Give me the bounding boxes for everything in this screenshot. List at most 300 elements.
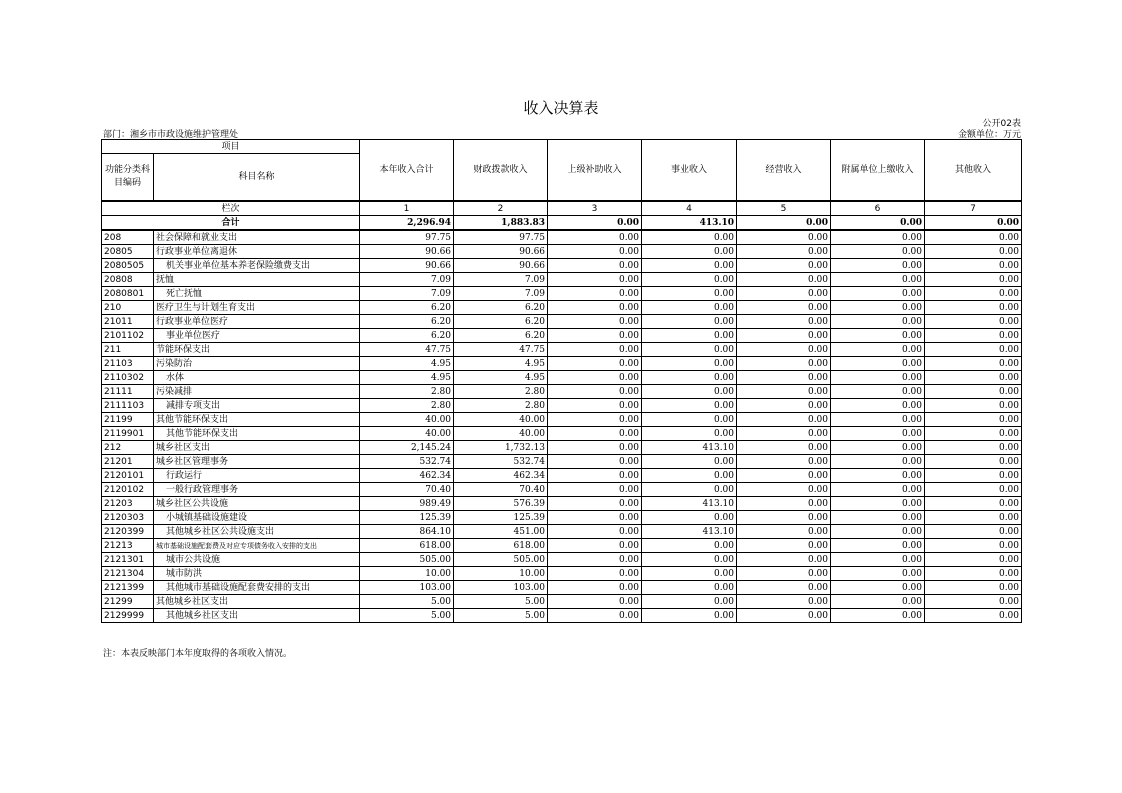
row-value: 0.00 — [548, 483, 642, 497]
row-value: 0.00 — [831, 343, 925, 357]
row-value: 0.00 — [737, 343, 831, 357]
row-value: 0.00 — [925, 413, 1022, 427]
row-value: 0.00 — [925, 441, 1022, 455]
row-value: 7.09 — [454, 273, 548, 287]
header-business: 事业收入 — [642, 140, 737, 202]
row-name: 行政事业单位离退休 — [154, 245, 360, 259]
row-value: 0.00 — [737, 245, 831, 259]
row-value: 0.00 — [925, 371, 1022, 385]
row-value: 989.49 — [360, 497, 454, 511]
row-value: 0.00 — [925, 245, 1022, 259]
row-code: 2121304 — [102, 567, 154, 581]
row-value: 2.80 — [360, 385, 454, 399]
row-value: 0.00 — [831, 245, 925, 259]
row-value: 0.00 — [737, 273, 831, 287]
row-value: 0.00 — [831, 581, 925, 595]
row-value: 0.00 — [925, 525, 1022, 539]
table-row — [102, 230, 1022, 245]
row-name: 污染减排 — [154, 385, 360, 399]
row-code: 21213 — [102, 539, 154, 553]
row-code: 2101102 — [102, 329, 154, 343]
row-value: 0.00 — [925, 497, 1022, 511]
table-row — [102, 259, 1022, 273]
row-value: 0.00 — [548, 301, 642, 315]
row-code: 2080505 — [102, 259, 154, 273]
row-value: 0.00 — [925, 511, 1022, 525]
row-value: 0.00 — [642, 455, 737, 469]
row-value: 0.00 — [548, 455, 642, 469]
row-value: 0.00 — [831, 329, 925, 343]
row-value: 0.00 — [831, 455, 925, 469]
row-value: 0.00 — [737, 511, 831, 525]
row-value: 0.00 — [642, 287, 737, 301]
row-value: 0.00 — [831, 525, 925, 539]
row-value: 451.00 — [454, 525, 548, 539]
table-row — [102, 245, 1022, 259]
col-number: 3 — [548, 201, 642, 216]
row-value: 90.66 — [360, 245, 454, 259]
row-value: 0.00 — [831, 315, 925, 329]
row-value: 125.39 — [454, 511, 548, 525]
row-value: 4.95 — [360, 357, 454, 371]
row-value: 0.00 — [642, 413, 737, 427]
row-value: 618.00 — [454, 539, 548, 553]
row-value: 0.00 — [925, 357, 1022, 371]
row-value: 70.40 — [360, 483, 454, 497]
row-name: 城乡社区支出 — [154, 441, 360, 455]
row-value: 532.74 — [454, 455, 548, 469]
row-value: 0.00 — [737, 230, 831, 245]
row-code: 21299 — [102, 595, 154, 609]
row-code: 208 — [102, 230, 154, 245]
table-row — [102, 441, 1022, 455]
row-name: 其他节能环保支出 — [154, 413, 360, 427]
row-value: 462.34 — [360, 469, 454, 483]
row-name: 其他城乡社区支出 — [154, 609, 360, 623]
table-row — [102, 539, 1022, 553]
col-number: 1 — [360, 201, 454, 216]
row-value: 0.00 — [548, 581, 642, 595]
row-value: 0.00 — [737, 553, 831, 567]
row-name: 抚恤 — [154, 273, 360, 287]
table-row — [102, 609, 1022, 623]
row-value: 0.00 — [737, 385, 831, 399]
row-value: 0.00 — [737, 287, 831, 301]
row-value: 0.00 — [925, 287, 1022, 301]
department-label: 部门：湘乡市市政设施维护管理处 — [103, 130, 239, 140]
row-name: 一般行政管理事务 — [154, 483, 360, 497]
row-code: 20808 — [102, 273, 154, 287]
row-value: 0.00 — [642, 511, 737, 525]
row-value: 0.00 — [925, 343, 1022, 357]
row-value: 0.00 — [831, 609, 925, 623]
row-name: 行政事业单位医疗 — [154, 315, 360, 329]
row-name: 小城镇基础设施建设 — [154, 511, 360, 525]
row-name: 城乡社区公共设施 — [154, 497, 360, 511]
row-value: 7.09 — [360, 287, 454, 301]
row-value: 90.66 — [454, 259, 548, 273]
row-value: 0.00 — [925, 273, 1022, 287]
row-value: 2.80 — [454, 399, 548, 413]
row-value: 0.00 — [642, 343, 737, 357]
row-code: 21011 — [102, 315, 154, 329]
row-value: 0.00 — [737, 371, 831, 385]
row-value: 0.00 — [737, 609, 831, 623]
row-value: 0.00 — [642, 357, 737, 371]
row-value: 0.00 — [831, 553, 925, 567]
row-value: 0.00 — [737, 399, 831, 413]
table-row — [102, 399, 1022, 413]
col-number: 7 — [925, 201, 1022, 216]
row-code: 21203 — [102, 497, 154, 511]
row-value: 0.00 — [642, 329, 737, 343]
row-value: 0.00 — [737, 497, 831, 511]
row-value: 0.00 — [548, 357, 642, 371]
table-row — [102, 427, 1022, 441]
summary-value: 413.10 — [642, 216, 737, 231]
table-row — [102, 595, 1022, 609]
amount-unit-label: 金额单位：万元 — [957, 130, 1021, 140]
row-value: 6.20 — [454, 301, 548, 315]
row-name: 医疗卫生与计划生育支出 — [154, 301, 360, 315]
row-value: 0.00 — [642, 567, 737, 581]
row-value: 0.00 — [548, 371, 642, 385]
table-row — [102, 567, 1022, 581]
summary-value: 2,296.94 — [360, 216, 454, 231]
row-value: 2.80 — [360, 399, 454, 413]
row-value: 462.34 — [454, 469, 548, 483]
header-total: 本年收入合计 — [360, 140, 454, 202]
row-value: 0.00 — [737, 329, 831, 343]
table-row — [102, 287, 1022, 301]
row-code: 21199 — [102, 413, 154, 427]
row-value: 532.74 — [360, 455, 454, 469]
row-value: 864.10 — [360, 525, 454, 539]
row-value: 0.00 — [642, 273, 737, 287]
row-value: 0.00 — [831, 399, 925, 413]
summary-label: 合计 — [102, 216, 360, 231]
row-value: 0.00 — [737, 301, 831, 315]
row-name: 死亡抚恤 — [154, 287, 360, 301]
row-value: 40.00 — [454, 427, 548, 441]
row-value: 0.00 — [737, 567, 831, 581]
row-value: 0.00 — [831, 595, 925, 609]
row-value: 413.10 — [642, 525, 737, 539]
row-value: 0.00 — [548, 329, 642, 343]
row-value: 0.00 — [925, 230, 1022, 245]
row-name: 其他城市基础设施配套费安排的支出 — [154, 581, 360, 595]
row-value: 10.00 — [360, 567, 454, 581]
row-value: 70.40 — [454, 483, 548, 497]
row-value: 0.00 — [548, 259, 642, 273]
row-value: 6.20 — [360, 301, 454, 315]
table-row — [102, 329, 1022, 343]
table-row — [102, 357, 1022, 371]
row-value: 0.00 — [831, 273, 925, 287]
row-code: 2120102 — [102, 483, 154, 497]
row-value: 0.00 — [925, 539, 1022, 553]
row-value: 7.09 — [454, 287, 548, 301]
row-name: 其他城乡社区公共设施支出 — [154, 525, 360, 539]
row-value: 5.00 — [454, 595, 548, 609]
row-value: 0.00 — [642, 245, 737, 259]
row-value: 0.00 — [548, 497, 642, 511]
row-value: 0.00 — [925, 581, 1022, 595]
row-value: 0.00 — [831, 371, 925, 385]
table-row — [102, 581, 1022, 595]
row-name: 事业单位医疗 — [154, 329, 360, 343]
row-value: 0.00 — [737, 427, 831, 441]
row-value: 0.00 — [925, 329, 1022, 343]
row-value: 0.00 — [925, 469, 1022, 483]
row-value: 0.00 — [831, 511, 925, 525]
row-name: 社会保障和就业支出 — [154, 230, 360, 245]
row-value: 0.00 — [737, 581, 831, 595]
table-row — [102, 469, 1022, 483]
row-value: 0.00 — [925, 553, 1022, 567]
row-value: 0.00 — [642, 427, 737, 441]
table-row — [102, 553, 1022, 567]
row-code: 212 — [102, 441, 154, 455]
row-value: 0.00 — [737, 357, 831, 371]
row-value: 505.00 — [360, 553, 454, 567]
header-operating: 经营收入 — [737, 140, 831, 202]
row-value: 0.00 — [548, 245, 642, 259]
row-value: 0.00 — [642, 259, 737, 273]
row-value: 0.00 — [831, 483, 925, 497]
row-value: 0.00 — [737, 539, 831, 553]
row-value: 103.00 — [360, 581, 454, 595]
row-value: 0.00 — [642, 315, 737, 329]
row-value: 5.00 — [360, 595, 454, 609]
row-code: 211 — [102, 343, 154, 357]
row-value: 125.39 — [360, 511, 454, 525]
table-row — [102, 273, 1022, 287]
row-value: 0.00 — [548, 595, 642, 609]
form-number: 公开02表 — [982, 119, 1021, 129]
row-name: 城市基础设施配套费及对应专项债务收入安排的支出 — [154, 539, 360, 553]
row-name: 节能环保支出 — [154, 343, 360, 357]
row-value: 0.00 — [737, 483, 831, 497]
summary-value: 0.00 — [548, 216, 642, 231]
row-value: 0.00 — [737, 595, 831, 609]
row-value: 97.75 — [454, 230, 548, 245]
row-value: 0.00 — [642, 399, 737, 413]
row-value: 0.00 — [548, 413, 642, 427]
table-row — [102, 371, 1022, 385]
row-name: 减排专项支出 — [154, 399, 360, 413]
row-value: 0.00 — [548, 553, 642, 567]
row-index-label: 栏次 — [102, 201, 360, 216]
page-title: 收入决算表 — [523, 99, 599, 117]
row-value: 0.00 — [642, 385, 737, 399]
row-value: 0.00 — [831, 497, 925, 511]
row-value: 0.00 — [737, 441, 831, 455]
row-value: 7.09 — [360, 273, 454, 287]
row-value: 0.00 — [925, 301, 1022, 315]
row-value: 0.00 — [925, 483, 1022, 497]
row-value: 90.66 — [360, 259, 454, 273]
row-value: 0.00 — [642, 553, 737, 567]
row-value: 0.00 — [548, 399, 642, 413]
row-value: 0.00 — [642, 301, 737, 315]
row-value: 6.20 — [454, 315, 548, 329]
row-value: 0.00 — [925, 259, 1022, 273]
row-value: 0.00 — [642, 609, 737, 623]
row-code: 21201 — [102, 455, 154, 469]
row-value: 97.75 — [360, 230, 454, 245]
row-value: 0.00 — [642, 483, 737, 497]
row-name: 城市公共设施 — [154, 553, 360, 567]
row-value: 0.00 — [925, 399, 1022, 413]
row-value: 6.20 — [360, 315, 454, 329]
row-value: 0.00 — [831, 427, 925, 441]
row-value: 103.00 — [454, 581, 548, 595]
row-value: 0.00 — [925, 427, 1022, 441]
row-value: 0.00 — [925, 315, 1022, 329]
col-number: 4 — [642, 201, 737, 216]
row-value: 576.39 — [454, 497, 548, 511]
row-value: 0.00 — [925, 455, 1022, 469]
row-value: 0.00 — [925, 609, 1022, 623]
row-name: 其他节能环保支出 — [154, 427, 360, 441]
row-value: 40.00 — [360, 413, 454, 427]
row-value: 0.00 — [737, 455, 831, 469]
row-value: 4.95 — [454, 371, 548, 385]
row-code: 2121399 — [102, 581, 154, 595]
row-value: 505.00 — [454, 553, 548, 567]
row-value: 413.10 — [642, 497, 737, 511]
row-value: 0.00 — [642, 539, 737, 553]
row-name: 城乡社区管理事务 — [154, 455, 360, 469]
row-value: 0.00 — [548, 427, 642, 441]
row-value: 0.00 — [831, 357, 925, 371]
row-value: 0.00 — [548, 511, 642, 525]
row-value: 0.00 — [831, 230, 925, 245]
row-value: 0.00 — [831, 441, 925, 455]
row-name: 机关事业单位基本养老保险缴费支出 — [154, 259, 360, 273]
row-value: 0.00 — [548, 609, 642, 623]
row-value: 0.00 — [548, 567, 642, 581]
summary-value: 0.00 — [925, 216, 1022, 231]
row-value: 0.00 — [831, 567, 925, 581]
row-value: 0.00 — [925, 385, 1022, 399]
row-value: 0.00 — [548, 343, 642, 357]
row-code: 2111103 — [102, 399, 154, 413]
row-code: 21111 — [102, 385, 154, 399]
row-value: 0.00 — [737, 469, 831, 483]
row-value: 0.00 — [831, 287, 925, 301]
footnote: 注：本表反映部门本年度取得的各项收入情况。 — [103, 649, 293, 659]
row-value: 0.00 — [831, 385, 925, 399]
row-code: 2120101 — [102, 469, 154, 483]
table-row — [102, 343, 1022, 357]
row-code: 2110302 — [102, 371, 154, 385]
row-value: 0.00 — [737, 259, 831, 273]
row-code: 2119901 — [102, 427, 154, 441]
row-value: 0.00 — [548, 469, 642, 483]
row-value: 0.00 — [548, 287, 642, 301]
row-value: 0.00 — [642, 230, 737, 245]
table-row — [102, 483, 1022, 497]
row-value: 0.00 — [831, 413, 925, 427]
header-other: 其他收入 — [925, 140, 1022, 202]
row-code: 210 — [102, 301, 154, 315]
row-value: 5.00 — [360, 609, 454, 623]
row-value: 0.00 — [548, 315, 642, 329]
header-superior: 上级补助收入 — [548, 140, 642, 202]
row-code: 2129999 — [102, 609, 154, 623]
row-value: 1,732.13 — [454, 441, 548, 455]
table-row — [102, 455, 1022, 469]
row-name: 其他城乡社区支出 — [154, 595, 360, 609]
row-value: 40.00 — [454, 413, 548, 427]
table-row — [102, 497, 1022, 511]
row-value: 5.00 — [454, 609, 548, 623]
row-code: 2080801 — [102, 287, 154, 301]
row-value: 4.95 — [454, 357, 548, 371]
table-row — [102, 511, 1022, 525]
summary-value: 0.00 — [737, 216, 831, 231]
row-code: 21103 — [102, 357, 154, 371]
row-value: 0.00 — [831, 469, 925, 483]
header-fiscal: 财政拨款收入 — [454, 140, 548, 202]
row-value: 0.00 — [642, 581, 737, 595]
row-value: 0.00 — [642, 371, 737, 385]
row-value: 47.75 — [454, 343, 548, 357]
row-value: 618.00 — [360, 539, 454, 553]
col-number: 5 — [737, 201, 831, 216]
row-code: 2121301 — [102, 553, 154, 567]
header-name: 科目名称 — [154, 154, 360, 202]
row-value: 0.00 — [642, 469, 737, 483]
row-value: 47.75 — [360, 343, 454, 357]
income-table — [101, 139, 1022, 623]
col-number: 2 — [454, 201, 548, 216]
row-value: 0.00 — [737, 525, 831, 539]
row-value: 40.00 — [360, 427, 454, 441]
row-value: 2.80 — [454, 385, 548, 399]
summary-value: 0.00 — [831, 216, 925, 231]
row-code: 20805 — [102, 245, 154, 259]
row-code: 2120399 — [102, 525, 154, 539]
table-row — [102, 385, 1022, 399]
row-value: 0.00 — [548, 525, 642, 539]
row-value: 0.00 — [548, 273, 642, 287]
row-value: 4.95 — [360, 371, 454, 385]
header-affiliated: 附属单位上缴收入 — [831, 140, 925, 202]
header-item: 项目 — [102, 140, 360, 154]
row-value: 0.00 — [548, 230, 642, 245]
row-value: 0.00 — [925, 595, 1022, 609]
row-value: 90.66 — [454, 245, 548, 259]
header-code: 功能分类科目编码 — [102, 154, 154, 202]
row-value: 6.20 — [454, 329, 548, 343]
col-number: 6 — [831, 201, 925, 216]
table-row — [102, 315, 1022, 329]
row-name: 污染防治 — [154, 357, 360, 371]
row-value: 0.00 — [737, 413, 831, 427]
row-value: 0.00 — [548, 441, 642, 455]
row-value: 6.20 — [360, 329, 454, 343]
row-value: 2,145.24 — [360, 441, 454, 455]
row-value: 413.10 — [642, 441, 737, 455]
row-value: 0.00 — [925, 567, 1022, 581]
row-value: 0.00 — [831, 539, 925, 553]
table-row — [102, 301, 1022, 315]
table-row — [102, 525, 1022, 539]
row-value: 0.00 — [737, 315, 831, 329]
